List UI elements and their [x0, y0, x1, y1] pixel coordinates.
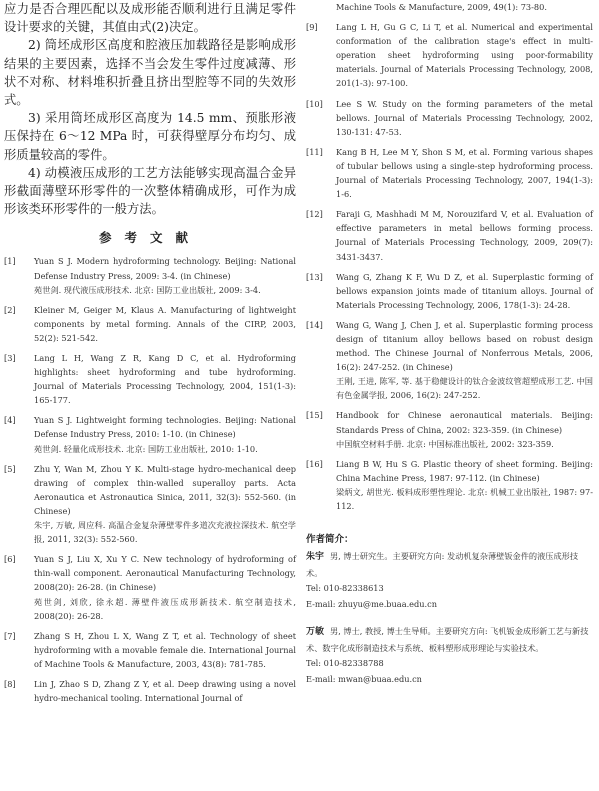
reference-text-zh: 梁炳文, 胡世光. 板料成形塑性理论. 北京: 机械工业出版社, 1987: 97-112.: [336, 486, 593, 511]
reference-item: [306, 270, 593, 312]
reference-text-zh: 苑世剑. 现代液压成形技术. 北京: 国防工业出版社, 2009: 3-4.: [34, 284, 261, 295]
reference-item: [306, 457, 593, 513]
reference-item: [4, 254, 296, 296]
reference-text-zh: 苑世剑. 轻量化成形技术. 北京: 国防工业出版社, 2010: 1-10.: [34, 443, 258, 454]
reference-number: [6]: [4, 554, 16, 565]
reference-text: Yuan S J. Lightweight forming technologies. Beijing: National Defense Industry Press, 2010: 1-10. (in Chinese): [34, 415, 296, 440]
reference-item: [306, 145, 593, 201]
reference-item: [4, 462, 296, 547]
reference-text: Lang L H, Wang Z R, Kang D C, et al. Hydroforming highlights: sheet hydroforming and tube hydroforming. Journal of Materials Processing Technology, 2004, 151(1-3): 165-177.: [34, 353, 296, 406]
references-heading: 参考文献: [98, 230, 201, 246]
left-column: [4, 0, 296, 711]
reference-number: [8]: [4, 678, 16, 689]
reference-number: [9]: [306, 22, 318, 33]
reference-number: [3]: [4, 353, 16, 363]
reference-number: [14]: [306, 319, 323, 330]
author-entry: [306, 549, 593, 612]
author-email: E-mail: zhuyu@me.buaa.edu.cn: [306, 598, 437, 609]
reference-item: [4, 351, 296, 407]
reference-number: [15]: [306, 410, 323, 421]
author-name: 朱宇: [306, 552, 325, 563]
paragraph: 3) 采用筒坯成形区高度为 14.5 mm、预胀形液压保持在 6～12 MPa 时，可获得壁厚分布均匀、成形质量较高的零件。: [4, 111, 296, 162]
reference-item: [306, 318, 593, 403]
reference-text: Lang L H, Gu G C, Li T, et al. Numerical and experimental conformation of the calibration stage's effect in multi-operation sheet hydroforming using poor-formability materials. Journal of Materials Processing Technology, 2008, 201(1-3): 97-100.: [336, 22, 593, 89]
reference-item: [4, 677, 296, 705]
reference-text: Handbook for Chinese aeronautical materials. Beijing: Standards Press of China, 2002: 323-359. (in Chinese): [336, 410, 593, 435]
author-bio: 男, 博士研究生。主要研究方向: 发动机复杂薄壁钣金件的液压成形技术。: [306, 551, 579, 578]
author-entry: [306, 624, 593, 687]
reference-text: Yuan S J, Liu X, Xu Y C. New technology of hydroforming of thin-wall component. Aeronautical Manufacturing Technology, 2008(20): 26-28. (in Chinese): [34, 554, 296, 593]
reference-item: [4, 303, 296, 345]
reference-number: [1]: [4, 256, 16, 267]
reference-text-zh: 朱宇, 万敏, 周应科. 高温合金复杂薄壁零件多道次充液拉深技术. 航空学报, 2011, 32(3): 552-560.: [34, 520, 296, 545]
reference-text: Yuan S J. Modern hydroforming technology. Beijing: National Defense Industry Press, 2009: 3-4. (in Chinese): [34, 256, 296, 281]
reference-text: Zhang S H, Zhou L X, Wang Z T, et al. Technology of sheet hydroforming with a movable female die. International Journal of Machine Tools & Manufacture, 2003, 43(8): 781-785.: [34, 630, 296, 669]
reference-text: Kang B H, Lee M Y, Shon S M, et al. Forming various shapes of tubular bellows using a single-step hydroforming process. Journal of Materials Processing Technology, 2007, 194(1-3): 1-6.: [336, 146, 593, 200]
reference-item: [4, 629, 296, 671]
reference-number: [2]: [4, 304, 16, 315]
reference-item: [306, 97, 593, 139]
reference-text: Zhu Y, Wan M, Zhou Y K. Multi-stage hydro-mechanical deep drawing of complex thin-walled superalloy parts. Acta Aeronautica et Astronautica Sinica, 2011, 32(3): 552-560. (in Chinese): [34, 463, 296, 516]
reference-text-zh: 中国航空材料手册. 北京: 中国标准出版社, 2002: 323-359.: [336, 438, 554, 449]
reference-item: [306, 207, 593, 263]
reference-number: [4]: [4, 415, 16, 426]
reference-item: [4, 413, 296, 455]
author-bio: 男, 博士, 教授, 博士生导师。主要研究方向: 飞机钣金成形新工艺与新技术、数字化成形制造技术与系统、板料塑形成形理论与实验技术。: [306, 626, 589, 653]
reference-text: Faraji G, Mashhadi M M, Norouzifard V, et al. Evaluation of effective parameters in metal bellows forming process. Journal of Materials Processing Technology, 2009, 209(7): 3431-3437.: [336, 209, 593, 262]
reference-number: [13]: [306, 271, 323, 282]
reference-continuation: [306, 0, 593, 14]
paragraph: 4) 动模液压成形的工艺方法能够实现高温合金异形截面薄壁环形零件的一次整体精确成形，可作为成形该类环形零件的一般方法。: [4, 165, 296, 217]
author-name: 万敏: [306, 627, 325, 638]
reference-text-zh: 苑世剑, 刘欣, 徐永超. 薄壁件液压成形新技术. 航空制造技术, 2008(20): 26-28.: [34, 596, 296, 621]
reference-text: Lee S W. Study on the forming parameters of the metal bellows. Journal of Materials Processing Technology, 2002, 130-131: 47-53.: [336, 98, 593, 137]
reference-item: [306, 408, 593, 450]
author-tel: Tel: 010-82338788: [306, 658, 384, 669]
author-email: E-mail: mwan@buaa.edu.cn: [306, 673, 422, 684]
reference-number: [5]: [4, 463, 16, 474]
reference-text: Lin J, Zhao S D, Zhang Z Y, et al. Deep drawing using a novel hydro-mechanical tooling. International Journal of: [34, 678, 296, 704]
reference-text: Wang G, Zhang K F, Wu D Z, et al. Superplastic forming of bellows expansion joints made of titanium alloys. Journal of Materials Processing Technology, 2006, 178(1-3): 24-28.: [336, 271, 593, 310]
reference-text: Machine Tools & Manufacture, 2009, 49(1): 73-80.: [336, 2, 547, 12]
reference-item: [306, 20, 593, 90]
reference-text: Liang B W, Hu S G. Plastic theory of sheet forming. Beijing: China Machine Press, 1987: 97-112. (in Chinese): [336, 458, 593, 483]
author-intro-heading: 作者简介：: [306, 534, 354, 546]
reference-number: [7]: [4, 630, 16, 641]
reference-number: [11]: [306, 146, 323, 157]
reference-text-zh: 王刚, 王进, 陈军, 等. 基于稳健设计的钛合金波纹管超塑成形工艺. 中国有色金属学报, 2006, 16(2): 247-252.: [336, 376, 593, 401]
reference-item: [4, 552, 296, 622]
reference-text: Wang G, Wang J, Chen J, et al. Superplastic forming process design of titanium alloy bellows based on robust design method. The Chinese Journal of Nonferrous Metals, 2006, 16(2): 247-252. (in Chinese): [336, 319, 593, 373]
paragraph: 应力是否合理匹配以及成形能否顺利进行且满足零件设计要求的关键，其值由式(2)决定。: [4, 2, 296, 35]
reference-number: [10]: [306, 98, 323, 109]
reference-number: [12]: [306, 209, 323, 220]
reference-number: [16]: [306, 458, 323, 469]
paragraph: 2) 筒坯成形区高度和腔液压加载路径是影响成形结果的主要因素，选择不当会发生零件过度减薄、形状不对称、材料堆积折叠且挤出型腔等不同的失效形式。: [4, 38, 296, 108]
reference-text: Kleiner M, Geiger M, Klaus A. Manufacturing of lightweight components by metal forming. Annals of the CIRP, 2003, 52(2): 521-542.: [34, 304, 296, 343]
author-tel: Tel: 010-82338613: [306, 583, 384, 594]
right-column: [306, 0, 593, 699]
